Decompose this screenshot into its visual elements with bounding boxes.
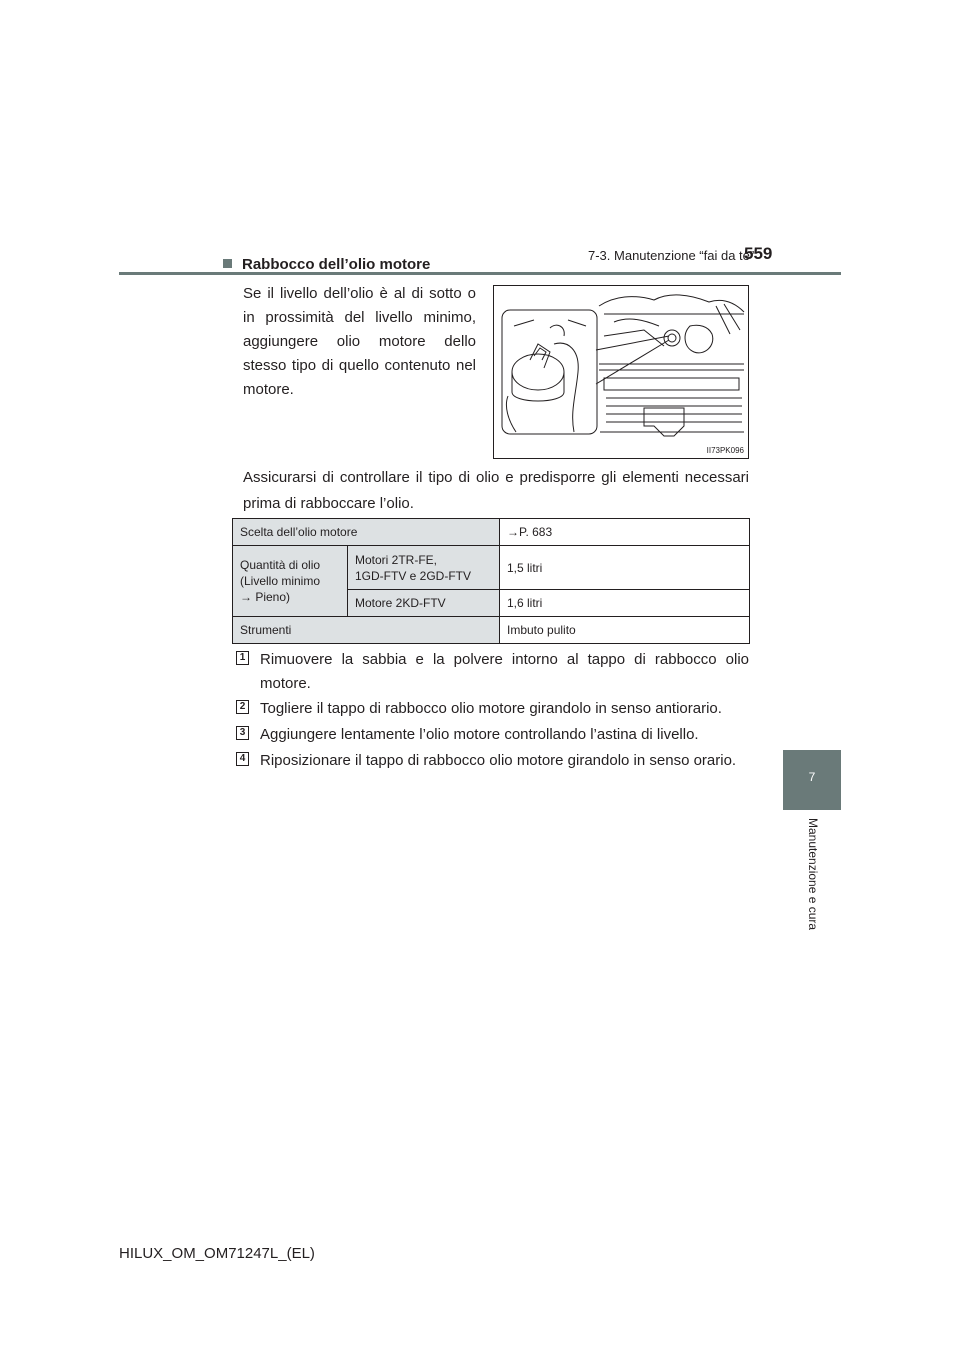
step-number-badge: 2	[236, 700, 249, 714]
oil-spec-table	[232, 518, 750, 644]
intro-paragraph: Se il livello dell’olio è al di sotto o in prossimità del livello minimo, aggiungere olio motore dello stesso tipo di quello contenuto nel motore.	[243, 285, 476, 398]
engine-a-value: 1,5 litri	[500, 546, 750, 590]
step-number-badge: 1	[236, 651, 249, 665]
table-row	[233, 546, 750, 590]
table-row	[233, 519, 750, 546]
step-text: Rimuovere la sabbia e la polvere intorno al tappo di rabbocco olio motore.	[260, 651, 749, 692]
oil-quantity-label-line: → Pieno)	[240, 590, 291, 604]
engine-b-value: 1,6 litri	[500, 590, 750, 617]
figure-code: II73PK096	[706, 446, 744, 455]
preparation-note: Assicurarsi di controllare il tipo di olio e predisporre gli elementi necessari prima di rabboccare l’olio.	[243, 469, 749, 512]
engine-a-label-line: Motori 2TR-FE,	[355, 552, 438, 567]
step-text: Aggiungere lentamente l’olio motore controllando l’astina di livello.	[260, 726, 699, 743]
page-number: 559	[744, 244, 773, 263]
section-title-text: Rabbocco dell’olio motore	[242, 256, 431, 273]
engine-oil-cap-illustration	[493, 285, 749, 459]
square-bullet-icon	[223, 259, 232, 268]
step-number-badge: 4	[236, 752, 249, 766]
tools-label: Strumenti	[233, 617, 500, 644]
table-row	[233, 617, 750, 644]
step-text: Togliere il tappo di rabbocco olio motore girandolo in senso antiorario.	[260, 700, 722, 717]
oil-quantity-label-line: Quantità di olio	[240, 558, 321, 572]
section-title	[223, 256, 430, 273]
header-section-title: 7-3. Manutenzione “fai da te”	[588, 248, 755, 263]
tools-value: Imbuto pulito	[500, 617, 750, 644]
step-text: Riposizionare il tappo di rabbocco olio motore girandolo in senso orario.	[260, 752, 737, 769]
step-number-badge: 3	[236, 726, 249, 740]
oil-choice-label: Scelta dell’olio motore	[233, 519, 500, 546]
oil-choice-value: →P. 683	[500, 519, 750, 546]
engine-a-label-line: 1GD-FTV e 2GD-FTV	[355, 568, 472, 583]
chapter-label: Manutenzione e cura	[806, 818, 820, 931]
chapter-number: 7	[808, 770, 816, 784]
engine-bay-drawing	[494, 286, 748, 458]
oil-quantity-label-line: (Livello minimo	[240, 574, 321, 588]
engine-b-label: Motore 2KD-FTV	[348, 590, 500, 617]
document-code: HILUX_OM_OM71247L_(EL)	[119, 1245, 315, 1262]
engine-a-label	[348, 546, 500, 590]
oil-quantity-label	[233, 546, 348, 617]
